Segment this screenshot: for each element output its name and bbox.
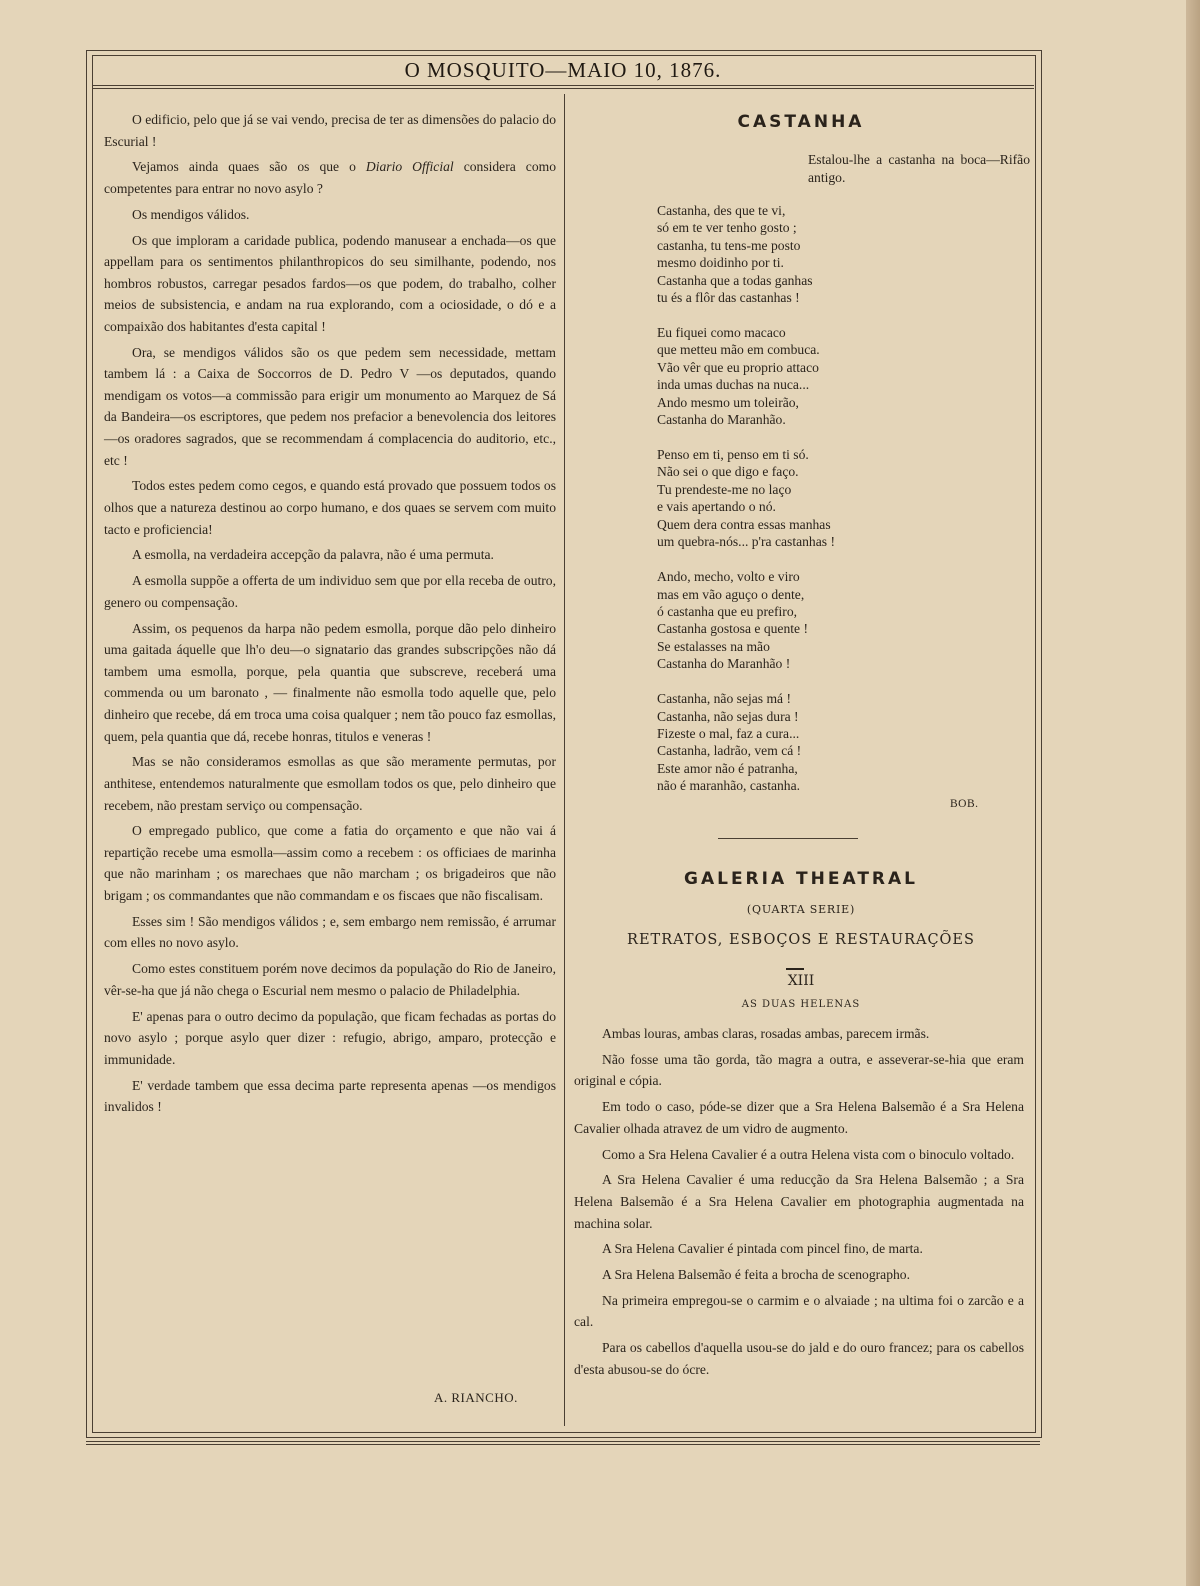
poem-line: Tu prendeste-me no laço (657, 481, 792, 497)
paragraph: Mas se não consideramos esmollas as que são meramente permutas, por anthitese, entendemos naturalmente que esmollam todos os que, pelo dinheiro que recebem, não prestam serviço ou compensação. (104, 754, 556, 813)
poem-body (657, 202, 1017, 812)
poem-line: Este amor não é patranha, (657, 760, 798, 776)
poem-line: Castanha, não sejas dura ! (657, 708, 799, 724)
galeria-body (574, 1023, 1024, 1385)
poem-line: Ando, mecho, volto e viro (657, 569, 800, 585)
poem-line: Castanha do Maranhão ! (657, 656, 791, 672)
paragraph: A Sra Helena Cavalier é pintada com pincel fino, de marta. (602, 1241, 923, 1257)
paragraph: E' verdade tambem que essa decima parte representa apenas —os mendigos invalidos ! (104, 1077, 556, 1115)
masthead-rule-secondary (92, 88, 1034, 89)
poem-line: tu és a flôr das castanhas ! (657, 290, 800, 306)
poem-line: não é maranhão, castanha. (657, 778, 801, 794)
poem-line: mas em vão aguço o dente, (657, 586, 805, 602)
poem-line: Eu fiquei como macaco (657, 325, 786, 341)
poem-line: Se estalasses na mão (657, 638, 770, 654)
section-subtitle: RETRATOS, ESBOÇOS E RESTAURAÇÕES (627, 932, 975, 948)
paragraph: Os que imploram a caridade publica, podendo manusear a enchada—os que appellam para os sentimentos philanthropicos do seu similhante, podendo, nos hombros robustos, carregar pesados fardos—os que podem, do trabalho, colher meios de subsistencia, e andam na rua explorando, com a ociosidade, o dó e a compaixão dos habitantes d'esta capital ! (104, 232, 556, 334)
author-signature: A. RIANCHO. (434, 1390, 518, 1405)
poem-line: Castanha, des que te vi, (657, 203, 786, 218)
paragraph: Esses sim ! São mendigos válidos ; e, sem embargo nem remissão, é arrumar com elles no novo asylo. (104, 913, 556, 951)
paragraph: Na primeira empregou-se o carmim e o alvaiade ; na ultima foi o zarcão e a cal. (574, 1292, 1024, 1330)
poem-line: Castanha, ladrão, vem cá ! (657, 743, 802, 759)
paragraph: A Sra Helena Balsemão é feita a brocha de scenographo. (602, 1267, 910, 1283)
poem-stanza (657, 202, 1017, 306)
text-span: considera como competentes para entrar no novo asylo ? (104, 159, 556, 196)
poem-line: Castanha do Maranhão. (657, 412, 786, 428)
paragraph: E' apenas para o outro decimo da população, que ficam fechadas as portas do novo asylo ; porque asylo quer dizer : refugio, abrigo, amparo, protecção e immunidade. (104, 1008, 556, 1067)
section-title: GALERIA THEATRAL (684, 869, 918, 889)
bottom-rule (86, 1441, 1040, 1442)
poem-line: só em te ver tenho gosto ; (657, 220, 797, 236)
paragraph: Ora, se mendigos válidos são os que pedem sem necessidade, mettam tambem lá : a Caixa de Soccorros de D. Pedro V —os deputados, quando mendigam os votos—a commissão para erigir um monumento ao Marquez de Sá da Bandeira—os escriptores, que pedem nos prefacior a benevolencia dos leitores —os oradores sagrados, que se recommendam á complacencia do auditorio, etc., etc ! (104, 344, 556, 468)
poem-line: Quem dera contra essas manhas (657, 516, 831, 532)
paragraph: Ambas louras, ambas claras, rosadas ambas, parecem irmãs. (602, 1026, 930, 1041)
paragraph: O edificio, pelo que já se vai vendo, precisa de ter as dimensões do palacio do Escurial ! (104, 112, 556, 149)
paragraph: Todos estes pedem como cegos, e quando está provado que possuem todos os olhos que a natureza destinou ao corpo humano, e dos quaes se servem com muito tacto e proficiencia! (104, 478, 556, 537)
poem-line: Penso em ti, penso em ti só. (657, 447, 809, 463)
section-divider (718, 838, 858, 839)
poem-line: Castanha que a todas ganhas (657, 272, 813, 288)
paragraph: Os mendigos válidos. (132, 206, 250, 222)
poem-line: Castanha gostosa e quente ! (657, 621, 808, 637)
poem-signature: BOB. (950, 798, 979, 810)
poem-line: mesmo doidinho por ti. (657, 255, 784, 271)
paragraph: Como estes constituem porém nove decimos da população do Rio de Janeiro, vêr-se-ha que já não chega o Escurial nem mesmo o palacio de Philadelphia. (104, 961, 556, 998)
paragraph: Em todo o caso, póde-se dizer que a Sra Helena Balsemão é a Sra Helena Cavalier olhada atravez de um vidro de augmento. (574, 1099, 1024, 1136)
text-span: Vejamos ainda quaes são os que o (132, 159, 366, 175)
paragraph: Para os cabellos d'aquella usou-se do jald e do ouro francez; para os cabellos d'esta abusou-se do ócre. (574, 1340, 1024, 1377)
poem-epigraph: Estalou-lhe a castanha na boca—Rifão antigo. (808, 152, 1030, 185)
poem-line: Vão vêr que eu proprio attaco (657, 359, 819, 375)
poem-stanza (657, 324, 1017, 428)
column-divider (564, 94, 565, 1426)
masthead: O MOSQUITO—MAIO 10, 1876. (404, 58, 722, 82)
poem-line: Fizeste o mal, faz a cura... (657, 725, 800, 741)
paragraph (104, 156, 556, 199)
poem-line: castanha, tu tens-me posto (657, 237, 801, 253)
poem-line: que metteu mão em combuca. (657, 342, 820, 358)
poem-line: e vais apertando o nó. (657, 499, 776, 515)
italic-text: Diario Official (365, 159, 454, 175)
paragraph: Como a Sra Helena Cavalier é a outra Helena vista com o binoculo voltado. (602, 1146, 1015, 1162)
chapter-heading: AS DUAS HELENAS (741, 999, 861, 1010)
poem-line: um quebra-nós... p'ra castanhas ! (657, 534, 835, 550)
poem-line: ó castanha que eu prefiro, (657, 603, 798, 619)
page-spine (1186, 0, 1200, 1586)
paragraph: Assim, os pequenos da harpa não pedem esmolla, porque dão pelo dinheiro uma gaitada áquelle que lh'o deu—o signatario das grandes subscripções não dá tambem uma esmolla, porque, pela quantia que subscreve, receberá uma commenda ou um baronato , — finalmente não esmolla todo aquelle que, pelo dinheiro que recebe, dá em troca uma coisa qualquer ; nem tão pouco faz esmollas, quem, pela quantia que dá, recebe honras, titulos e veneras ! (104, 620, 556, 744)
masthead-rule (92, 85, 1034, 86)
series-label: (QUARTA SERIE) (746, 903, 856, 916)
heading-rule (786, 968, 804, 970)
poem-stanza (657, 446, 1017, 550)
poem-line: Ando mesmo um toleirão, (657, 394, 799, 410)
paragraph: O empregado publico, que come a fatia do orçamento e que não vai á repartição recebe uma esmolla—assim como a recebem : os officiaes de marinha que não marinham ; os marechaes que não marcham ; os brigadeiros que não brigam ; os commandantes que não commandam e os fiscaes que não fiscalisam. (104, 823, 556, 904)
poem-line: Castanha, não sejas má ! (657, 691, 792, 707)
poem-line: Não sei o que digo e faço. (657, 464, 799, 480)
paragraph: A Sra Helena Cavalier é uma reducção da Sra Helena Balsemão ; a Sra Helena Balsemão é a Sra Helena Cavalier em photographia augmentada na machina solar. (574, 1172, 1024, 1231)
paragraph: A esmolla suppõe a offerta de um individuo sem que por ella receba de outro, genero ou compensação. (104, 573, 556, 610)
poem-stanza (657, 568, 1017, 672)
bottom-rule-secondary (86, 1444, 1040, 1445)
chapter-number: XIII (787, 973, 815, 989)
paragraph: Não fosse uma tão gorda, tão magra a outra, e asseverar-se-hia que eram original e cópia. (574, 1051, 1024, 1089)
paragraph: A esmolla, na verdadeira accepção da palavra, não é uma permuta. (132, 547, 494, 563)
left-column (104, 109, 556, 1122)
poem-title: CASTANHA (737, 112, 865, 132)
poem-stanza (657, 690, 1017, 794)
poem-line: inda umas duchas na nuca... (657, 377, 810, 393)
